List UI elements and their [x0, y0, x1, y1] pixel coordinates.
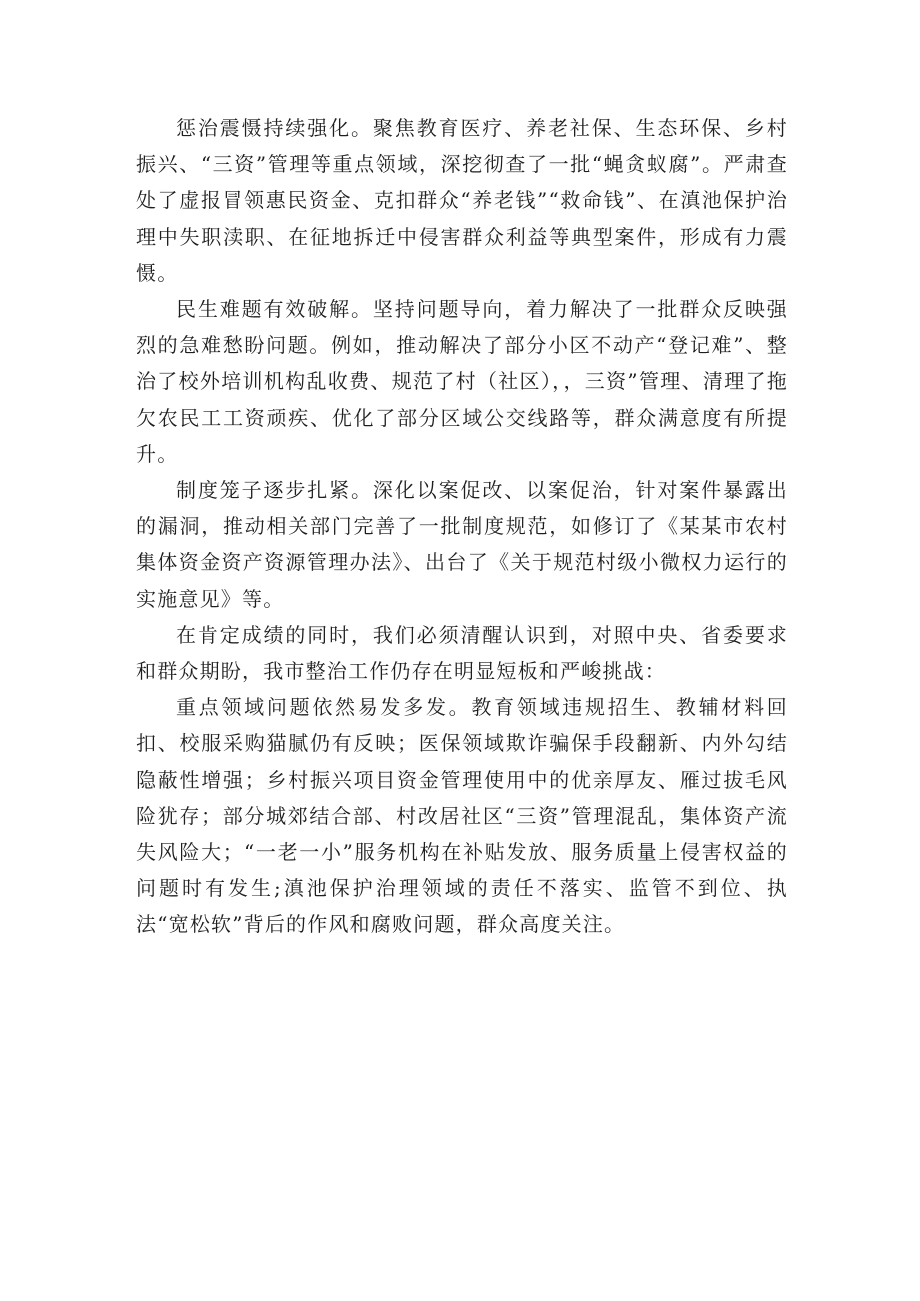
- paragraph-livelihood: 民生难题有效破解。坚持问题导向，着力解决了一批群众反映强烈的急难愁盼问题。例如，推动解决了部分小区不动产“登记难”、整治了校外培训机构乱收费、规范了村（社区），，三资”管理、清理了拖欠农民工工资顽疾、优化了部分区域公交线路等，群众满意度有所提升。: [136, 297, 788, 466]
- document-body: [136, 110, 788, 943]
- paragraph-punishment: 惩治震慑持续强化。聚焦教育医疗、养老社保、生态环保、乡村振兴、“三资”管理等重点领域，深挖彻查了一批“蝇贪蚁腐”。严肃查处了虚报冒领惠民资金、克扣群众“养老钱”“救命钱”、在滇池保护治理中失职渎职、在征地拆迁中侵害群众利益等典型案件，形成有力震慑。: [136, 116, 788, 285]
- paragraph-institution: 制度笼子逐步扎紧。深化以案促改、以案促治，针对案件暴露出的漏洞，推动相关部门完善了一批制度规范，如修订了《某某市农村集体资金资产资源管理办法》、出台了《关于规范村级小微权力运行的实施意见》等。: [136, 478, 788, 611]
- paragraph-key-areas: 重点领域问题依然易发多发。教育领域违规招生、教辅材料回扣、校服采购猫腻仍有反映；医保领域欺诈骗保手段翻新、内外勾结隐蔽性增强；乡村振兴项目资金管理使用中的优亲厚友、雁过拔毛风险犹存；部分城郊结合部、村改居社区“三资”管理混乱，集体资产流失风险大；“一老一小”服务机构在补贴发放、服务质量上侵害权益的问题时有发生;滇池保护治理领域的责任不落实、监管不到位、执法“宽松软”背后的作风和腐败问题，群众高度关注。: [136, 695, 788, 937]
- paragraph-shortcomings: 在肯定成绩的同时，我们必须清醒认识到，对照中央、省委要求和群众期盼，我市整治工作仍存在明显短板和严峻挑战：: [136, 622, 788, 684]
